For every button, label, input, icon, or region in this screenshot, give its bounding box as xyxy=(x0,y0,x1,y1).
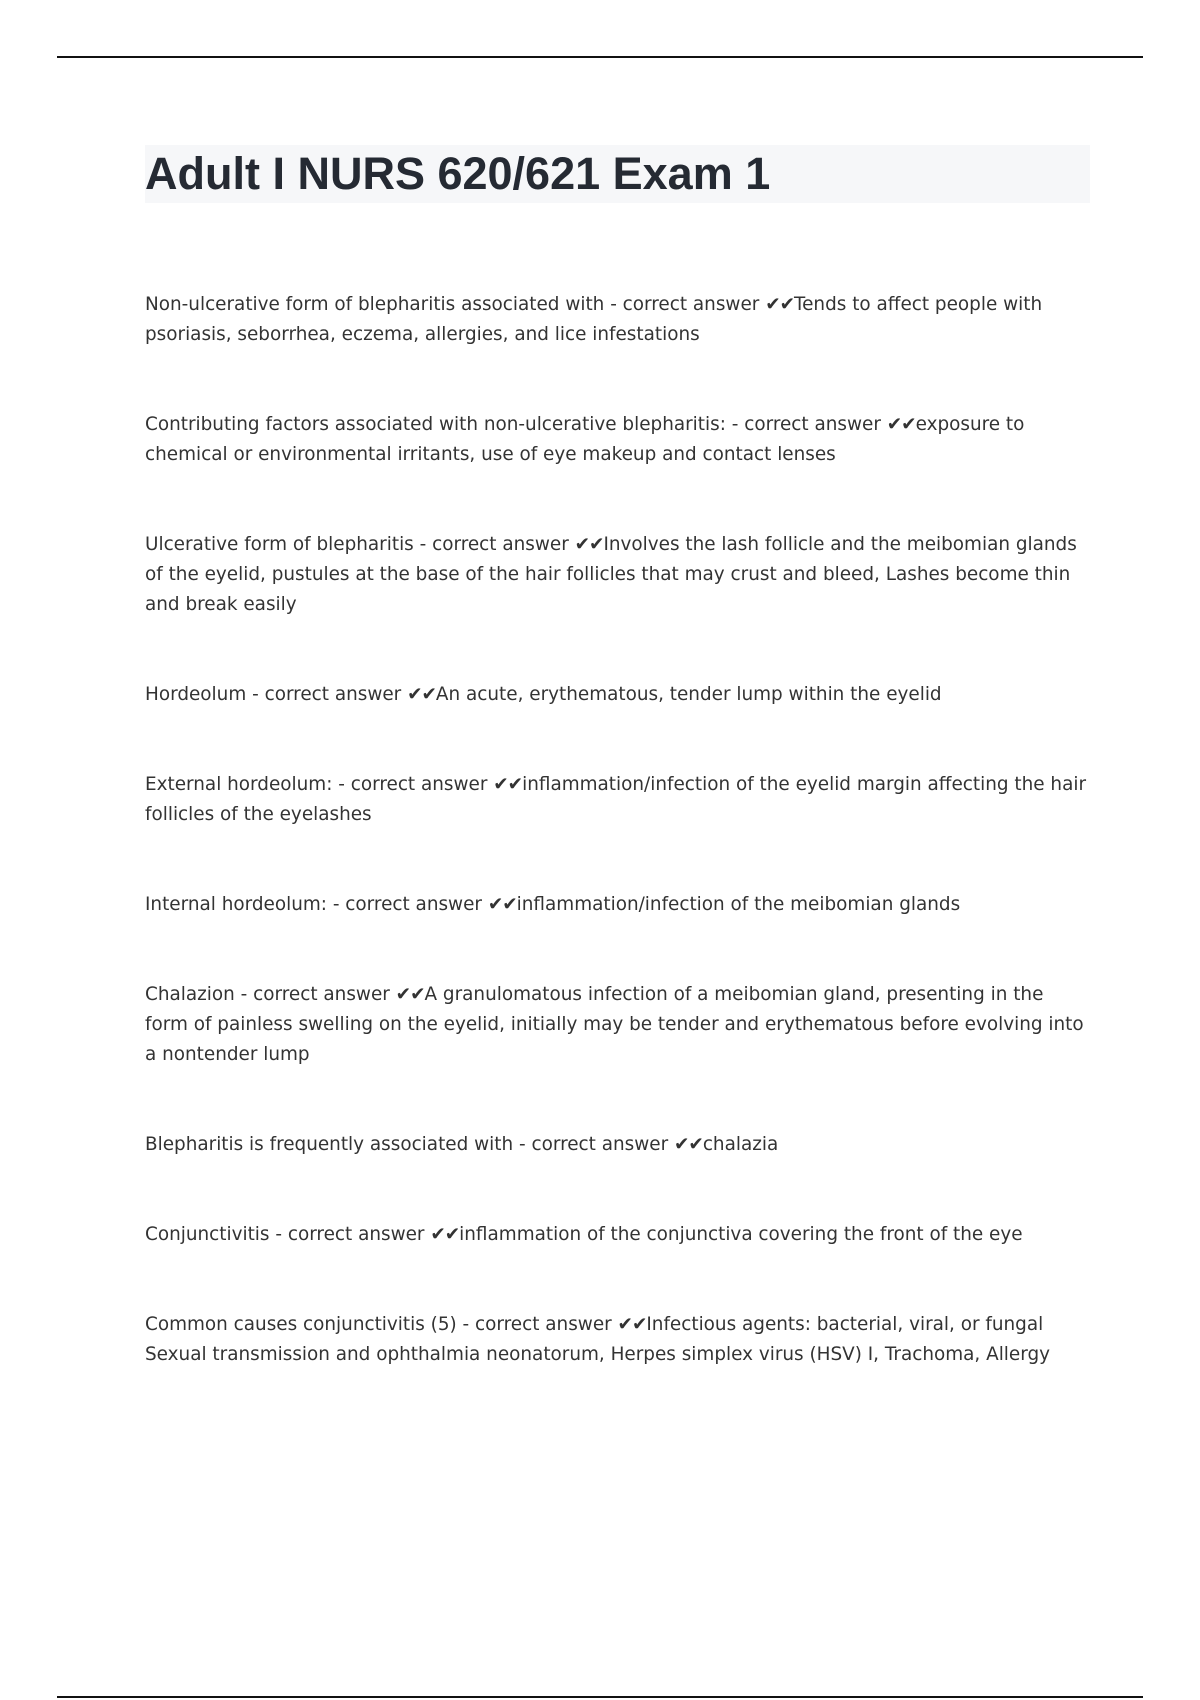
double-check-icon: ✔✔ xyxy=(765,294,795,315)
qa-item-10 xyxy=(145,1310,1090,1370)
qa-item-7 xyxy=(145,980,1090,1070)
qa-answer: An acute, erythematous, tender lump within the eyelid xyxy=(435,684,942,705)
qa-question: Hordeolum xyxy=(145,684,247,705)
qa-item-4 xyxy=(145,680,1090,710)
qa-question: Ulcerative form of blepharitis xyxy=(145,534,414,555)
qa-question: Conjunctivitis xyxy=(145,1224,270,1245)
qa-question: Internal hordeolum: xyxy=(145,894,327,915)
qa-item-1 xyxy=(145,290,1090,350)
qa-separator: - correct answer xyxy=(456,1314,618,1335)
qa-question: Non-ulcerative form of blepharitis associated with xyxy=(145,294,605,315)
qa-list xyxy=(145,290,1090,1430)
qa-separator: - correct answer xyxy=(326,894,488,915)
qa-separator: - correct answer xyxy=(246,684,408,705)
qa-item-5 xyxy=(145,770,1090,830)
qa-question: External hordeolum: xyxy=(145,774,333,795)
top-rule xyxy=(57,56,1143,58)
qa-question: Blepharitis is frequently associated with xyxy=(145,1134,514,1155)
qa-answer: exposure to chemical or environmental irritants, use of eye makeup and contact lenses xyxy=(145,414,1025,465)
double-check-icon: ✔✔ xyxy=(395,984,425,1005)
qa-separator: - correct answer xyxy=(513,1134,674,1155)
qa-question: Common causes conjunctivitis (5) xyxy=(145,1314,457,1335)
qa-answer: A granulomatous infection of a meibomian gland, presenting in the form of painless swelling on the eyelid, initially may be tender and erythematous before evolving into a nontender lump xyxy=(145,984,1084,1065)
qa-answer: Tends to affect people with psoriasis, seborrhea, eczema, allergies, and lice infestations xyxy=(145,294,1043,345)
double-check-icon: ✔✔ xyxy=(487,894,517,915)
qa-item-8 xyxy=(145,1130,1090,1160)
double-check-icon: ✔✔ xyxy=(493,774,523,795)
double-check-icon: ✔✔ xyxy=(407,684,436,705)
qa-item-6 xyxy=(145,890,1090,920)
qa-separator: - correct answer xyxy=(413,534,575,555)
qa-item-9 xyxy=(145,1220,1090,1250)
qa-question: Chalazion xyxy=(145,984,235,1005)
qa-item-2 xyxy=(145,410,1090,470)
qa-separator: - correct answer xyxy=(725,414,887,435)
document-title: Adult I NURS 620/621 Exam 1 xyxy=(145,148,771,199)
qa-answer: chalazia xyxy=(702,1134,779,1155)
qa-answer: inflammation/infection of the meibomian glands xyxy=(516,894,961,915)
qa-question: Contributing factors associated with non-ulcerative blepharitis: xyxy=(145,414,726,435)
double-check-icon: ✔✔ xyxy=(574,534,604,555)
qa-answer: Infectious agents: bacterial, viral, or fungal Sexual transmission and ophthalmia neonatorum, Herpes simplex virus (HSV) I, Trachoma, Allergy xyxy=(145,1314,1051,1365)
qa-item-3 xyxy=(145,530,1090,620)
double-check-icon: ✔✔ xyxy=(430,1224,460,1245)
qa-answer: inflammation of the conjunctiva covering the front of the eye xyxy=(459,1224,1023,1245)
qa-separator: - correct answer xyxy=(234,984,396,1005)
double-check-icon: ✔✔ xyxy=(673,1134,703,1155)
qa-separator: - correct answer xyxy=(604,294,766,315)
double-check-icon: ✔✔ xyxy=(617,1314,647,1335)
qa-answer: inflammation/infection of the eyelid margin affecting the hair follicles of the eyelashes xyxy=(145,774,1087,825)
double-check-icon: ✔✔ xyxy=(886,414,916,435)
qa-answer: Involves the lash follicle and the meibomian glands of the eyelid, pustules at the base of the hair follicles that may crust and bleed, Lashes become thin and break easily xyxy=(145,534,1077,615)
qa-separator: - correct answer xyxy=(332,774,494,795)
bottom-rule xyxy=(57,1696,1143,1698)
qa-separator: - correct answer xyxy=(269,1224,431,1245)
